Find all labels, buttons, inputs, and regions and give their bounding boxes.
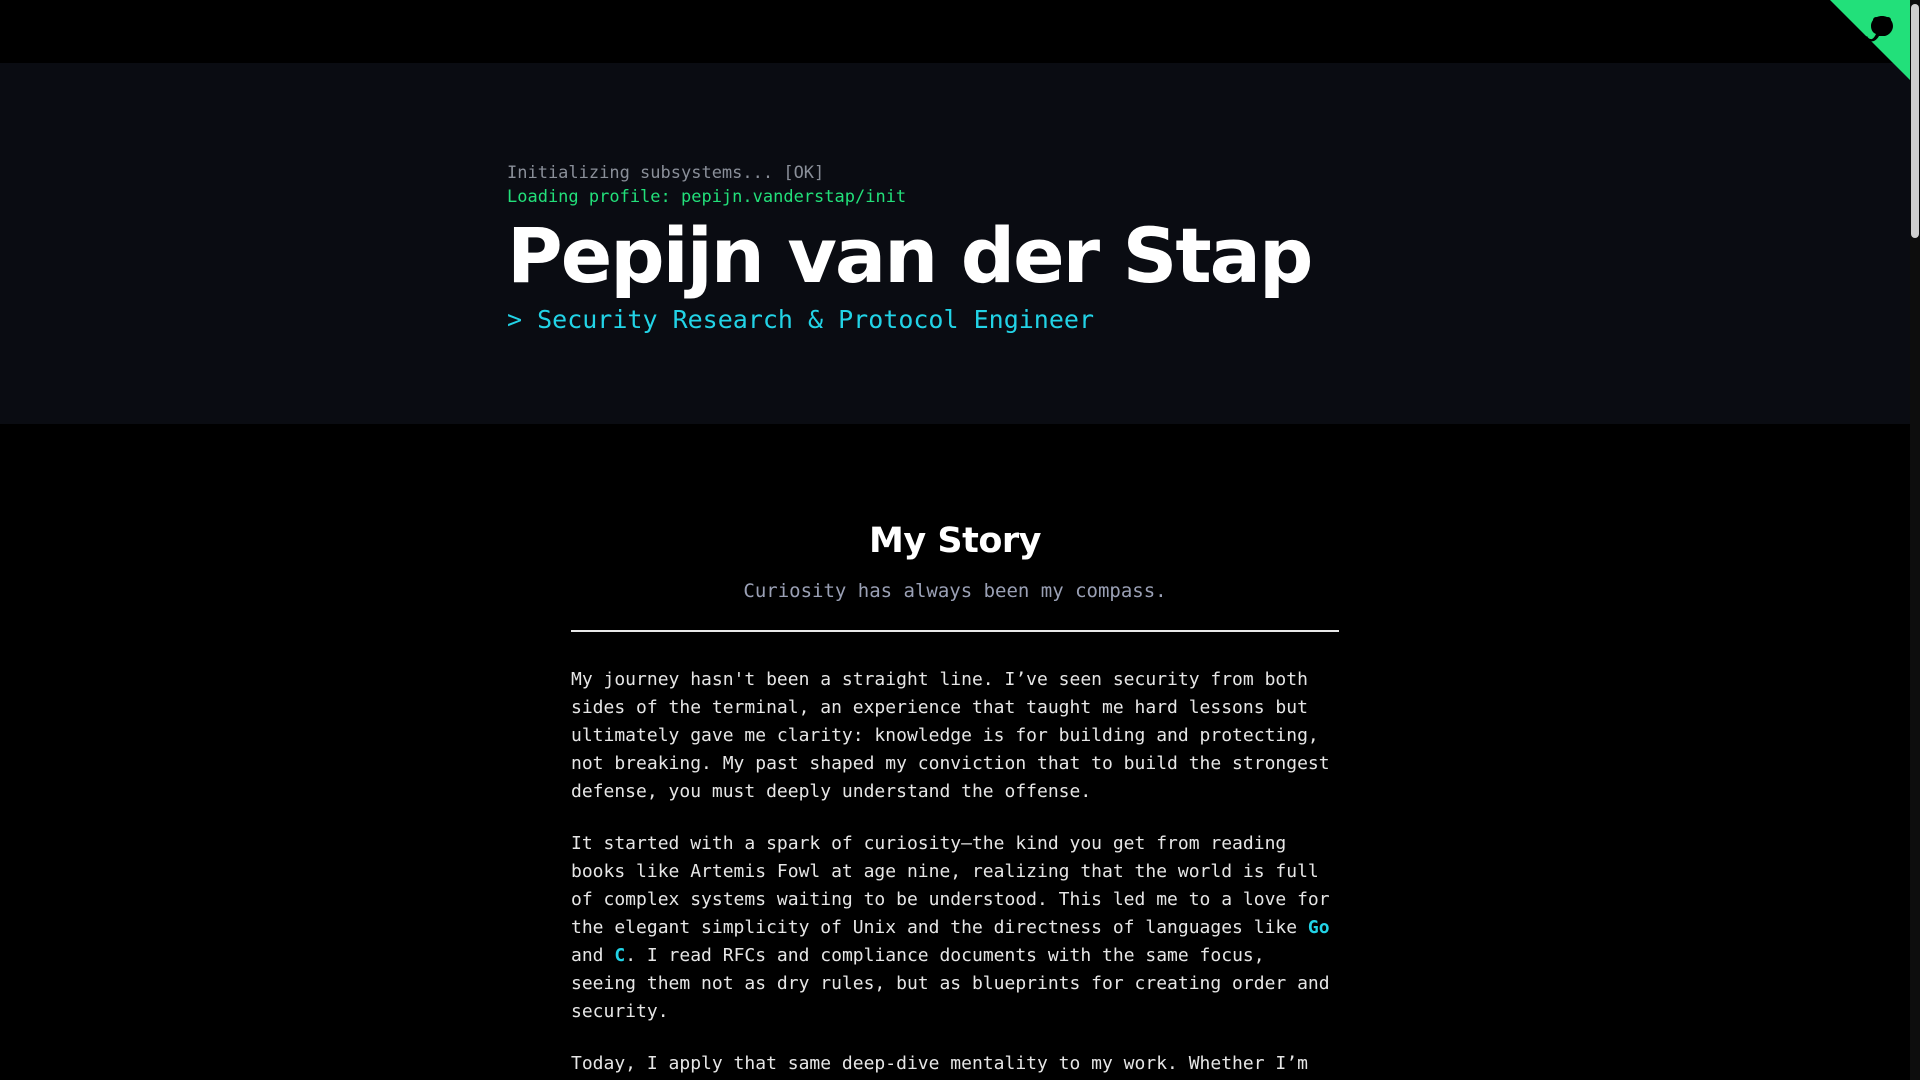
github-corner-link[interactable] — [1830, 0, 1910, 80]
hero-section — [0, 63, 1910, 424]
boot-loading-line: Loading profile: pepijn.vanderstap/init — [507, 187, 907, 207]
github-octocat-icon — [1862, 10, 1902, 50]
scrollbar[interactable] — [1910, 0, 1920, 1080]
page-title: Pepijn van der Stap — [507, 211, 1312, 300]
hero-subtitle: > Security Research & Protocol Engineer — [507, 305, 1094, 334]
story-tagline: Curiosity has always been my compass. — [743, 580, 1167, 602]
boot-status-line: Initializing subsystems... [OK] — [507, 163, 825, 183]
scrollbar-thumb[interactable] — [1911, 4, 1919, 238]
story-paragraph-3: Today, I apply that same deep-dive mentality to my work. Whether I’m — [571, 1053, 1308, 1074]
story-section — [571, 520, 1339, 1080]
story-divider — [571, 630, 1339, 632]
hero-content — [507, 161, 1311, 337]
language-go: Go — [1307, 917, 1330, 938]
story-paragraph-1: My journey hasn't been a straight line. I’ve seen security from both sides of the terminal, an experience that taught me hard lessons but ultimately gave me clarity: knowledge is for building and protecting, not breaking. My past shaped my conviction that to build the strongest defense, you must deeply understand the offense. — [571, 669, 1330, 802]
story-body — [571, 666, 1339, 1078]
story-paragraph-2 — [571, 830, 1339, 1026]
top-bar — [0, 0, 1910, 63]
language-c: C — [614, 945, 626, 966]
story-paragraph-2-text-a: It started with a spark of curiosity—the kind you get from reading books like Artemis Fowl at age nine, realizing that the world is full of complex systems waiting to be understood. This led me to a love for the elegant simplicity of Unix and the directness of languages like — [571, 833, 1330, 938]
story-paragraph-2-text-b: . I read RFCs and compliance documents with the same focus, seeing them not as dry rules, but as blueprints for creating order and security. — [571, 945, 1330, 1022]
story-title: My Story — [869, 521, 1041, 561]
story-paragraph-2-and: and — [571, 945, 615, 966]
